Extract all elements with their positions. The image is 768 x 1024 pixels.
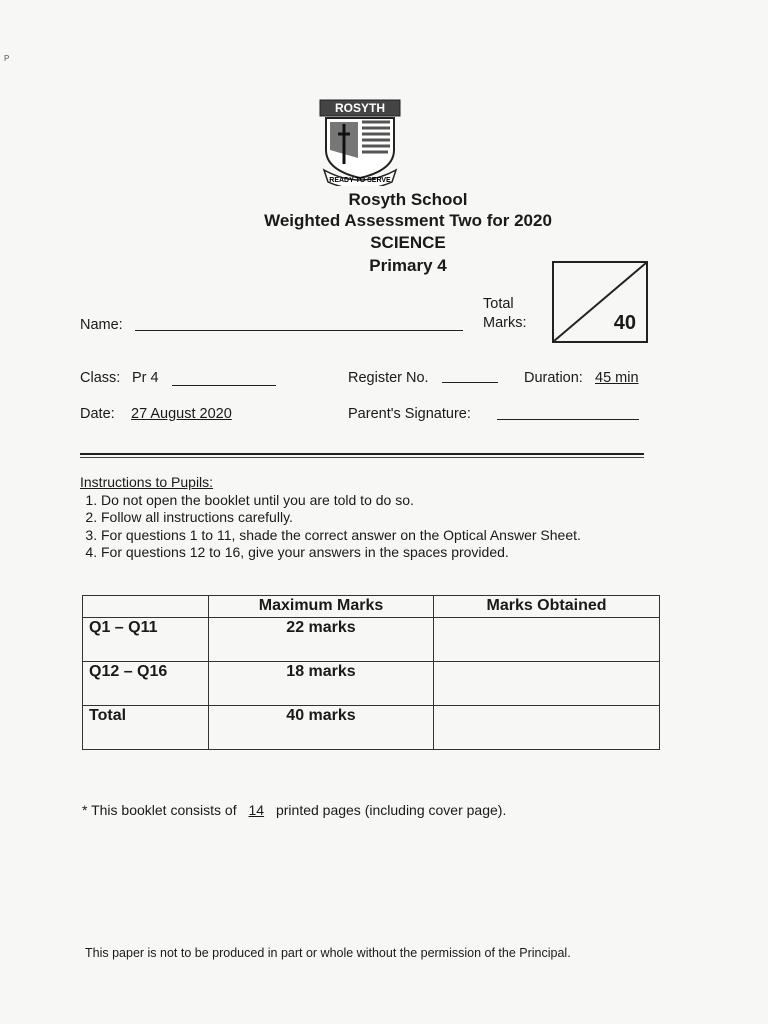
table-row xyxy=(83,662,660,706)
divider-top xyxy=(80,453,644,455)
instruction-item: 3. For questions 1 to 11, shade the correct answer on the Optical Answer Sheet. xyxy=(101,527,621,545)
table-header-cell xyxy=(83,596,209,618)
marks-table xyxy=(82,595,660,750)
duration-label: Duration: xyxy=(524,370,583,386)
table-header-row xyxy=(83,596,660,618)
table-cell-blank[interactable] xyxy=(434,618,660,662)
marks-label: Marks: xyxy=(483,315,527,331)
total-label: Total xyxy=(483,296,514,312)
register-label: Register No. xyxy=(348,370,429,386)
level-title: Primary 4 xyxy=(369,256,447,275)
table-cell: Q12 – Q16 xyxy=(83,662,209,706)
parent-signature-field[interactable] xyxy=(497,419,639,420)
class-label: Class: xyxy=(80,370,121,386)
total-marks-value: 40 xyxy=(613,312,636,334)
corner-mark: P xyxy=(4,54,10,63)
instructions-title: Instructions to Pupils: xyxy=(80,474,214,490)
table-cell: 22 marks xyxy=(209,618,434,662)
table-header-cell: Marks Obtained xyxy=(434,596,660,618)
school-crest-logo xyxy=(318,98,402,186)
name-label: Name: xyxy=(80,317,123,333)
table-cell: 18 marks xyxy=(209,662,434,706)
svg-text:READY TO SERVE: READY TO SERVE xyxy=(329,177,391,184)
booklet-note-prefix: * This booklet consists of xyxy=(82,802,237,818)
instructions-list xyxy=(80,492,621,562)
divider-bottom xyxy=(80,457,644,458)
table-row xyxy=(83,706,660,750)
class-field[interactable] xyxy=(172,385,276,386)
booklet-note xyxy=(82,802,506,818)
footer-note: This paper is not to be produced in part or whole without the permission of the Principal. xyxy=(85,946,571,960)
assessment-title: Weighted Assessment Two for 2020 xyxy=(264,211,552,230)
class-value: Pr 4 xyxy=(132,370,159,386)
instructions-section xyxy=(80,474,621,562)
name-field[interactable] xyxy=(135,330,463,331)
table-row xyxy=(83,618,660,662)
register-field[interactable] xyxy=(442,382,498,383)
table-cell: Q1 – Q11 xyxy=(83,618,209,662)
table-cell: 40 marks xyxy=(209,706,434,750)
table-cell-blank[interactable] xyxy=(434,706,660,750)
duration-value: 45 min xyxy=(595,370,639,386)
instruction-item: 1. Do not open the booklet until you are told to do so. xyxy=(101,492,621,510)
table-cell-blank[interactable] xyxy=(434,662,660,706)
instruction-item: 2. Follow all instructions carefully. xyxy=(101,509,621,527)
page-count: 14 xyxy=(248,802,265,818)
table-cell: Total xyxy=(83,706,209,750)
booklet-note-suffix: printed pages (including cover page). xyxy=(275,802,507,818)
school-name: Rosyth School xyxy=(348,190,468,209)
parent-signature-label: Parent's Signature: xyxy=(348,406,471,422)
svg-text:ROSYTH: ROSYTH xyxy=(334,101,386,115)
instruction-item: 4. For questions 12 to 16, give your answers in the spaces provided. xyxy=(101,544,621,562)
date-label: Date: xyxy=(80,406,115,422)
table-header-cell: Maximum Marks xyxy=(209,596,434,618)
subject-title: SCIENCE xyxy=(370,233,446,252)
total-marks-box xyxy=(552,261,648,343)
date-value: 27 August 2020 xyxy=(131,406,232,422)
